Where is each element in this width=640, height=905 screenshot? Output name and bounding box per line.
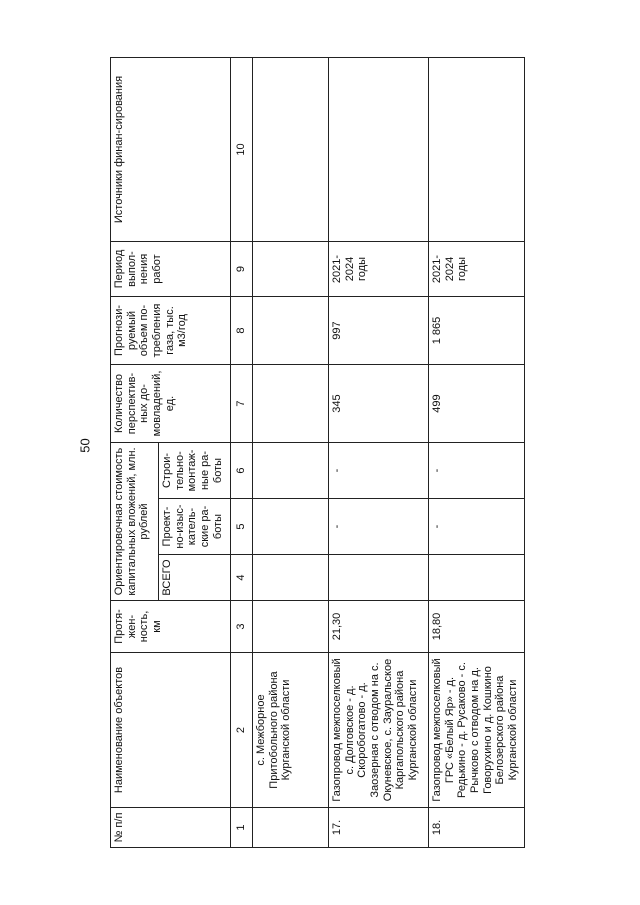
colnum-4: 4 bbox=[231, 555, 253, 601]
row-construction: - bbox=[429, 443, 525, 499]
row-name: Газопровод межпоселковый с. Долговское - д. Скоробогатово - д. Заозерная с отводом на с. Окуневское, с. Зауральское Каргапольского района Курганской области bbox=[329, 653, 429, 808]
column-number-row bbox=[231, 58, 253, 848]
table-row bbox=[253, 58, 329, 848]
row-num: 18. bbox=[429, 808, 525, 848]
row-name: с. Межборное Притобольного района Курганской области bbox=[253, 653, 329, 808]
row-period bbox=[253, 242, 329, 297]
header-length: Протя-жен-ность, км bbox=[111, 601, 231, 653]
colnum-10: 10 bbox=[231, 58, 253, 242]
row-length: 21,30 bbox=[329, 601, 429, 653]
colnum-8: 8 bbox=[231, 297, 253, 365]
row-funding bbox=[253, 58, 329, 242]
header-name: Наименование объектов bbox=[111, 653, 231, 808]
header-design: Проект-но-изыс-катель-ские ра-боты bbox=[159, 499, 231, 555]
colnum-3: 3 bbox=[231, 601, 253, 653]
table-row bbox=[329, 58, 429, 848]
header-gas-volume: Прогнози-руемый объем по-требления газа, тыс. м3/год bbox=[111, 297, 231, 365]
row-length: 18,80 bbox=[429, 601, 525, 653]
row-design: - bbox=[329, 499, 429, 555]
header-construction: Строи-тельно-монтаж-ные ра-боты bbox=[159, 443, 231, 499]
header-num: № п/п bbox=[111, 808, 231, 848]
row-construction bbox=[253, 443, 329, 499]
row-period: 2021-2024 годы bbox=[329, 242, 429, 297]
header-total: ВСЕГО bbox=[159, 555, 231, 601]
colnum-2: 2 bbox=[231, 653, 253, 808]
colnum-7: 7 bbox=[231, 365, 253, 443]
table-row bbox=[429, 58, 525, 848]
colnum-1: 1 bbox=[231, 808, 253, 848]
row-period: 2021-2024 годы bbox=[429, 242, 525, 297]
row-households: 499 bbox=[429, 365, 525, 443]
row-gas-volume: 1 865 bbox=[429, 297, 525, 365]
row-num bbox=[253, 808, 329, 848]
gas-pipeline-table bbox=[110, 57, 525, 848]
header-funding: Источники финан-сирования bbox=[111, 58, 231, 242]
row-total bbox=[253, 555, 329, 601]
row-name: Газопровод межпоселковый ГРС «Белый Яр» - д. Редькино - д. Русаково - с. Рычково с отводом на д. Говорухино и д. Кошкино Белозерского района Курганской области bbox=[429, 653, 525, 808]
row-gas-volume bbox=[253, 297, 329, 365]
colnum-6: 6 bbox=[231, 443, 253, 499]
colnum-5: 5 bbox=[231, 499, 253, 555]
row-num: 17. bbox=[329, 808, 429, 848]
row-length bbox=[253, 601, 329, 653]
header-row-1 bbox=[111, 58, 159, 848]
row-design: - bbox=[429, 499, 525, 555]
row-construction: - bbox=[329, 443, 429, 499]
row-gas-volume: 997 bbox=[329, 297, 429, 365]
row-funding bbox=[429, 58, 525, 242]
row-households bbox=[253, 365, 329, 443]
header-period: Период выпол-нения работ bbox=[111, 242, 231, 297]
row-funding bbox=[329, 58, 429, 242]
row-design bbox=[253, 499, 329, 555]
colnum-9: 9 bbox=[231, 242, 253, 297]
header-households: Количество перспектив-ных до-мовладений, ед. bbox=[111, 365, 231, 443]
row-total bbox=[429, 555, 525, 601]
row-households: 345 bbox=[329, 365, 429, 443]
rotated-table-container bbox=[110, 58, 524, 848]
page-number: 50 bbox=[77, 438, 93, 453]
row-total bbox=[329, 555, 429, 601]
header-cost-group: Ориентировочная стоимость капитальных вложений, млн. рублей bbox=[111, 443, 159, 601]
